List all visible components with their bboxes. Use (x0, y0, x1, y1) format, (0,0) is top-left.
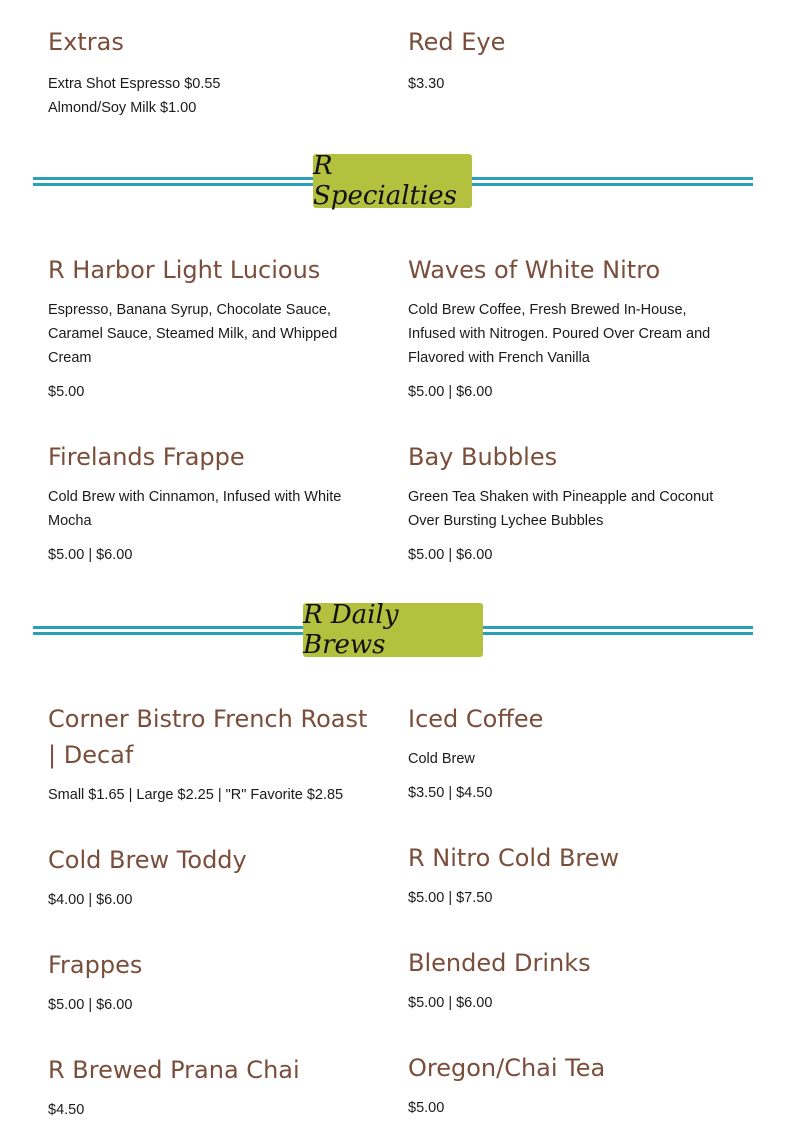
item-price: $5.00 | $6.00 (408, 547, 493, 563)
menu-item (48, 947, 378, 1017)
item-title: Blended Drinks (408, 949, 591, 977)
item-title: Cold Brew Toddy (48, 846, 247, 874)
item-line: Almond/Soy Milk $1.00 (48, 100, 197, 116)
item-title: Corner Bistro French Roast | Decaf (48, 705, 368, 769)
item-title: Bay Bubbles (408, 443, 558, 471)
item-price: $3.30 (408, 76, 445, 92)
item-description: Cold Brew Coffee, Fresh Brewed In-House, Infused with Nitrogen. Poured Over Cream and Flavored with French Vanilla (408, 302, 711, 366)
item-price: $5.00 | $6.00 (408, 384, 493, 400)
item-price: $4.50 (48, 1102, 85, 1118)
section-title: R Specialties (313, 154, 472, 208)
item-description: Green Tea Shaken with Pineapple and Coconut Over Bursting Lychee Bubbles (408, 489, 714, 529)
menu-item (48, 439, 378, 567)
menu-item (408, 439, 738, 567)
item-description: Cold Brew with Cinnamon, Infused with White Mocha (48, 489, 342, 529)
menu-item (408, 701, 738, 805)
menu-item (408, 840, 738, 910)
item-title: Iced Coffee (408, 705, 544, 733)
item-title: Oregon/Chai Tea (408, 1054, 606, 1082)
item-price: $5.00 | $6.00 (48, 997, 133, 1013)
item-title: R Harbor Light Lucious (48, 256, 321, 284)
item-title: R Brewed Prana Chai (48, 1056, 300, 1084)
item-price: Small $1.65 | Large $2.25 | "R" Favorite $2.85 (48, 787, 344, 803)
item-price: $5.00 | $7.50 (408, 890, 493, 906)
item-title: Waves of White Nitro (408, 256, 661, 284)
item-price: $5.00 | $6.00 (408, 995, 493, 1011)
menu-item (48, 252, 378, 404)
item-price: $5.00 (48, 384, 85, 400)
menu-item (408, 945, 738, 1015)
item-price: $5.00 (408, 1100, 445, 1116)
menu-item (48, 842, 378, 912)
menu-item-red-eye (408, 24, 738, 96)
item-description: Espresso, Banana Syrup, Chocolate Sauce, Caramel Sauce, Steamed Milk, and Whipped Cream (48, 302, 338, 366)
section-header-daily-brews (33, 600, 753, 660)
item-line: Extra Shot Espresso $0.55 (48, 76, 221, 92)
item-title: Extras (48, 28, 124, 56)
item-title: Frappes (48, 951, 143, 979)
item-price: $4.00 | $6.00 (48, 892, 133, 908)
menu-item (48, 1052, 378, 1122)
section-header-specialties (33, 151, 753, 211)
item-title: Firelands Frappe (48, 443, 245, 471)
item-price: $3.50 | $4.50 (408, 785, 493, 801)
menu-item (48, 701, 378, 807)
menu-item (408, 1050, 738, 1120)
item-price: $5.00 | $6.00 (48, 547, 133, 563)
menu-item-extras (48, 24, 378, 120)
item-description: Cold Brew (408, 751, 475, 767)
item-title: R Nitro Cold Brew (408, 844, 620, 872)
section-title: R Daily Brews (303, 603, 483, 657)
menu-item (408, 252, 738, 404)
item-title: Red Eye (408, 28, 506, 56)
